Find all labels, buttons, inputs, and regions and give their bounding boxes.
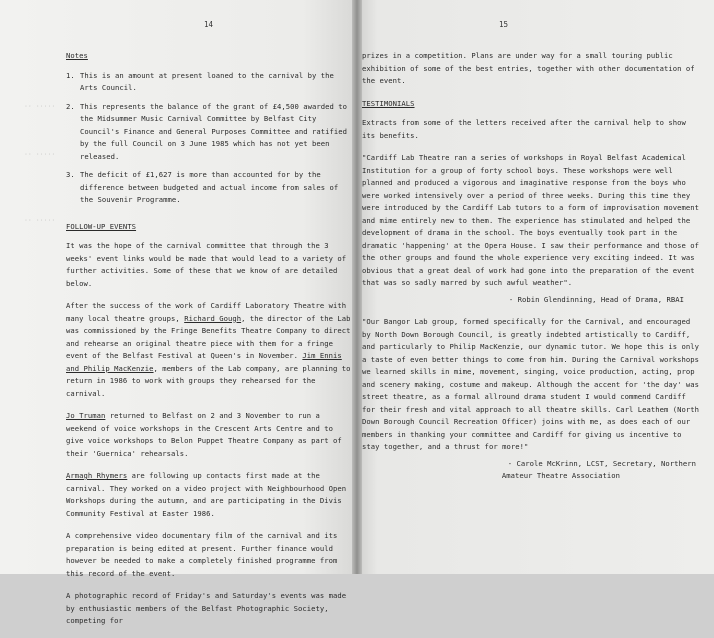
follow-up-heading: FOLLOW-UP EVENTS (66, 221, 137, 231)
notes-heading: Notes (66, 51, 88, 60)
page-number: 14 (204, 20, 214, 29)
text: , the director of the Lab was commissioned by the Fringe Benefits Theatre Company to direct and rehearse an original theatre piece with them for a fringe event of the Belfast Festival at Queen's in November. (66, 313, 351, 360)
jo-truman-paragraph (66, 410, 352, 460)
person-name: Jim Ennis and Philip MacKenzie (66, 351, 342, 373)
group-name: Armagh Rhymers (66, 471, 128, 480)
text: are following up contacts first made at the carnival. They worked on a video project with Neighbourhood Open Workshops during the autumn, and are participating in the Divis Community Festival at Easter 1986. (66, 471, 347, 518)
page-number: 15 (499, 20, 509, 29)
armagh-rhymers-paragraph (66, 470, 352, 520)
testimonials-intro: Extracts from some of the letters received after the carnival help to show its benefits. (362, 118, 686, 140)
exhibition-paragraph: prizes in a competition. Plans are under way for a small touring public exhibition of some of the best entries, together with other documentation of the event. (362, 51, 695, 85)
note-item (66, 101, 352, 164)
testimonial-quote: "Cardiff Lab Theatre ran a series of workshops in Royal Belfast Academical Institution for a group of forty school boys. These workshops were well planned and produced a vigorous and imaginative response from the boys who were worked intensively over a period of three weeks. During this time they were introduced by the Cardiff Lab tutors to a form of improvisation movement and mime entirely new to them. The experience has stimulated and helped the development of drama in the school. The boys eventually took part in the dramatic 'happening' at the Opera House. I saw their performance and those of the other groups and found the whole experience very exciting indeed. It was obvious that a great deal of work had gone into the preparation of the event that was so sadly marred by such awful weather". (362, 153, 700, 287)
testimonials-heading: TESTIMONIALS (362, 98, 415, 108)
follow-up-paragraph: It was the hope of the carnival committee that through the 3 weeks' event links would be made that would lead to a variety of further activities. Some of these that we know of are detailed below. (66, 241, 347, 288)
testimonial-signature-continued: Amateur Theatre Association (501, 471, 620, 480)
cardiff-lab-paragraph (66, 300, 352, 400)
note-item (66, 169, 352, 207)
text: After the success of the work of Cardiff Laboratory Theatre with many local theatre groups, (66, 301, 347, 323)
note-text: This is an amount at present loaned to the carnival by the Arts Council. (80, 70, 334, 92)
testimonial-signature: - Robin Glendinning, Head of Drama, RBAI (508, 294, 684, 304)
note-number: 3. (66, 170, 75, 179)
note-item (66, 70, 352, 95)
photographic-record-paragraph: A photographic record of Friday's and Saturday's events was made by enthusiastic members of the Belfast Photographic Society, competing for (66, 591, 347, 625)
testimonial-signature: - Carole McKrinn, LCST, Secretary, Northern (507, 458, 696, 468)
testimonial-quote: "Our Bangor Lab group, formed specifically for the Carnival, and encouraged by North Down Borough Council, is greatly indebted artistically to Cardiff, and particularly to Philip MacKenzie, our dynamic tutor. We hope this is only a taste of even better things to come from him. During the Carnival workshops we learned skills in mime, movement, singing, voice production, acting, prop and scenery making, costume and makeup. Although the accent for 'the day' was street theatre, as a formal allround drama student I would commend Cardiff for their fresh and vital approach to all theatre skills. Carl Leathem (North Down Borough Council Recreation Officer) joins with me, as does each of our members in thanking your committee and Cardiff for giving us incentive to stay together, and a thrust for more!" (362, 317, 700, 451)
left-page-content (66, 50, 352, 638)
person-name: Richard Gough (184, 313, 242, 323)
right-page-content (362, 50, 702, 483)
book-gutter (352, 0, 362, 574)
note-text: The deficit of £1,627 is more than accounted for by the difference between budgeted and actual income from sales of the Souvenir Programme. (80, 170, 339, 204)
note-number: 2. (66, 101, 75, 111)
show-through-mark: ·· ····· (24, 216, 56, 224)
show-through-mark: ·· ····· (24, 102, 56, 110)
note-number: 1. (66, 70, 75, 80)
video-documentary-paragraph: A comprehensive video documentary film of the carnival and its preparation is being edited at present. Further finance would however be needed to make a completely finished programme from this record of the event. (66, 531, 338, 578)
show-through-mark: ·· ····· (24, 150, 56, 158)
note-text: This represents the balance of the grant of £4,500 awarded to the Midsummer Music Carnival Committee by Belfast City Council's Finance and General Purposes Committee and ratified by the full Council on 3 June 1985 which has not yet been released. (80, 101, 348, 161)
person-name: Jo Truman (66, 411, 106, 420)
text: returned to Belfast on 2 and 3 November to run a weekend of voice workshops in the Crescent Arts Centre and to give voice workshops to Belon Puppet Theatre Company as part of their 'Guernica' rehearsals. (66, 411, 342, 458)
text: , members of the Lab company, are planning to return in 1986 to work with groups they rehearsed for the carnival. (66, 363, 351, 398)
right-page (356, 0, 714, 574)
left-page (0, 0, 356, 625)
